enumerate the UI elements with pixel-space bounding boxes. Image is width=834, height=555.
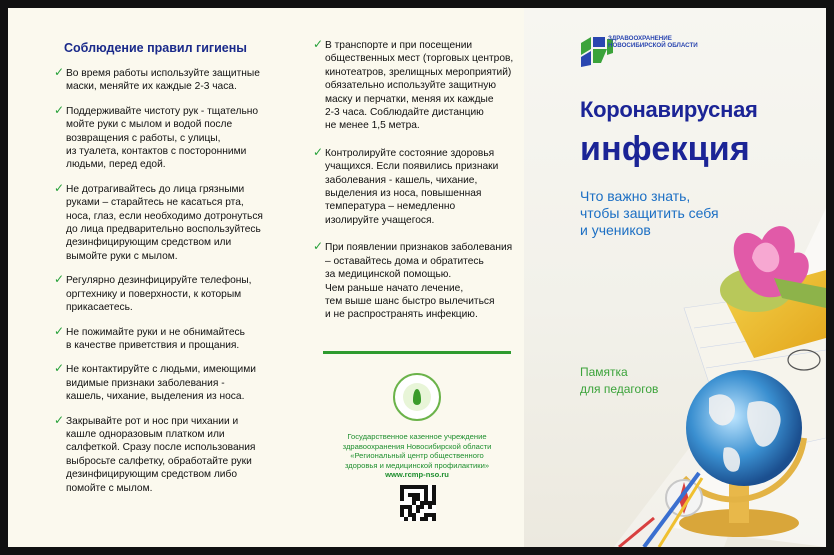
checkmark-icon: ✓ — [313, 37, 324, 51]
divider-line — [323, 351, 511, 354]
advice-line: Во время работы используйте защитные — [66, 68, 260, 79]
advice-line: заболевания - кашель, чихание, — [325, 174, 478, 186]
title-line-1: Коронавирусная — [580, 97, 758, 122]
advice-line: оргтехнику и поверхности, к которым — [66, 288, 242, 300]
advice-line: Не дотрагивайтесь до лица грязными — [66, 183, 245, 195]
advice-line: Не контактируйте с людьми, имеющими — [66, 364, 256, 376]
advice-item — [313, 241, 518, 321]
advice-line: до лица предварительно воспользуйтесь — [66, 224, 261, 236]
subtitle-line: и учеников — [580, 222, 651, 238]
hygiene-heading: Соблюдение правил гигиены — [64, 41, 247, 55]
checkmark-icon: ✓ — [54, 65, 65, 79]
center-seal-icon — [393, 373, 441, 421]
advice-line: дезинфицирующим средством или — [66, 237, 232, 249]
advice-line: кинотеатров, зрелищных мероприятий) — [325, 66, 512, 78]
advice-line: температура – немедленно — [325, 201, 456, 213]
advice-line: прикасаетесь. — [66, 302, 133, 314]
advice-line: Контролируйте состояние здоровья — [325, 147, 495, 159]
website-link[interactable]: www.rcmp-nso.ru — [385, 470, 449, 480]
checkmark-icon: ✓ — [54, 272, 65, 287]
organization-info — [317, 432, 517, 480]
advice-line: не менее 1,5 метра. — [325, 120, 420, 132]
advice-line: мойте руки с мылом и водой после — [66, 119, 233, 131]
advice-line: Поддерживайте чистоту рук - тщательно — [66, 105, 259, 117]
advice-item — [313, 144, 518, 227]
advice-item — [54, 323, 285, 353]
org-line: здоровья и медицинской профилактики» — [344, 460, 490, 470]
advice-line: выбросьте салфетку, обработайте руки — [66, 455, 252, 467]
advice-line: помойте с мылом. — [66, 482, 153, 494]
advice-line: тем выше шанс быстро вылечиться — [325, 295, 495, 307]
advice-line: в качестве приветствия и прощания. — [66, 339, 240, 351]
memo-line: Памятка — [580, 365, 628, 379]
logo-line-1: ЗДРАВООХРАНЕНИЕ — [608, 35, 672, 42]
advice-item — [54, 363, 285, 403]
advice-line: носа, глаз, если необходимо дотронуться — [66, 210, 263, 222]
checkmark-icon: ✓ — [54, 412, 65, 427]
advice-line: за медицинской помощью. — [325, 269, 452, 281]
brochure-sheet — [8, 8, 826, 547]
advice-line: кашле одноразовым платком или — [66, 428, 225, 440]
advice-item — [54, 102, 285, 172]
org-line: «Региональный центр общественного — [350, 451, 484, 461]
checkmark-icon: ✓ — [54, 102, 65, 117]
advice-line: вымойте руки с мылом. — [66, 250, 178, 262]
advice-line: Регулярно дезинфицируйте телефоны, — [66, 275, 252, 287]
advice-line: учащихся. Если появились признаки — [325, 161, 499, 173]
advice-line: Чем раньше начато лечение, — [325, 282, 464, 294]
advice-line: Закрывайте рот и нос при чихании и — [66, 415, 239, 427]
subtitle-line: чтобы защитить себя — [580, 205, 719, 221]
advice-line: выделения из носа, повышенная — [325, 188, 482, 200]
advice-line: маску и перчатки, меняя их каждые — [325, 93, 494, 105]
advice-line: кашель, чихание, выделения из носа. — [66, 391, 245, 403]
hygiene-list — [54, 67, 285, 495]
checkmark-icon: ✓ — [54, 323, 65, 338]
advice-line: В транспорте и при посещении — [325, 40, 473, 51]
advice-line: видимые признаки заболевания - — [66, 377, 225, 389]
checkmark-icon: ✓ — [54, 180, 65, 195]
subtitle-line: Что важно знать, — [580, 188, 691, 204]
advice-list — [313, 39, 518, 322]
checkmark-icon: ✓ — [313, 144, 324, 159]
advice-line: обязательно используйте защитную — [325, 80, 496, 92]
logo-text — [608, 35, 698, 49]
memo-line: для педагогов — [580, 382, 659, 396]
cover-panel — [524, 8, 826, 547]
advice-line: 2-3 часа. Соблюдайте дистанцию — [325, 107, 484, 119]
advice-item — [313, 39, 518, 133]
qr-code-icon — [400, 485, 436, 521]
advice-item — [54, 180, 285, 263]
org-line: здравоохранения Новосибирской области — [342, 441, 492, 451]
hygiene-panel — [8, 8, 295, 547]
advice-line: Не пожимайте руки и не обнимайтесь — [66, 326, 245, 338]
advice-line: людьми, перед едой. — [66, 159, 166, 171]
advice-line: При появлении признаков заболевания — [325, 242, 513, 254]
cover-illustration — [524, 8, 826, 547]
logo-line-2: НОВОСИБИРСКОЙ ОБЛАСТИ — [608, 42, 698, 49]
public-places-panel — [295, 8, 524, 547]
advice-line: и не распространять инфекцию. — [325, 309, 478, 321]
advice-line: маски, меняйте их каждые 2-3 часа. — [66, 81, 237, 93]
advice-line: руками – старайтесь не касаться рта, — [66, 197, 244, 209]
advice-line: общественных мест (торговых центров, — [325, 53, 514, 65]
advice-item — [54, 274, 285, 314]
org-line: Государственное казенное учреждение — [347, 432, 487, 441]
checkmark-icon: ✓ — [54, 361, 65, 376]
title-line-2: инфекция — [580, 130, 750, 168]
advice-line: – оставайтесь дома и обратитесь — [325, 255, 484, 267]
checkmark-icon: ✓ — [313, 239, 324, 254]
advice-line: салфеткой. Сразу после использования — [66, 442, 256, 454]
subtitle — [580, 188, 719, 239]
advice-item — [54, 412, 285, 495]
advice-line: из туалета, контактов с посторонними — [66, 146, 247, 158]
advice-line: дезинфицирующим средством либо — [66, 469, 238, 481]
memo-label — [580, 364, 658, 398]
advice-item — [54, 67, 285, 94]
advice-line: возвращения с работы, с улицы, — [66, 132, 221, 144]
advice-line: изолируйте учащегося. — [325, 214, 435, 226]
